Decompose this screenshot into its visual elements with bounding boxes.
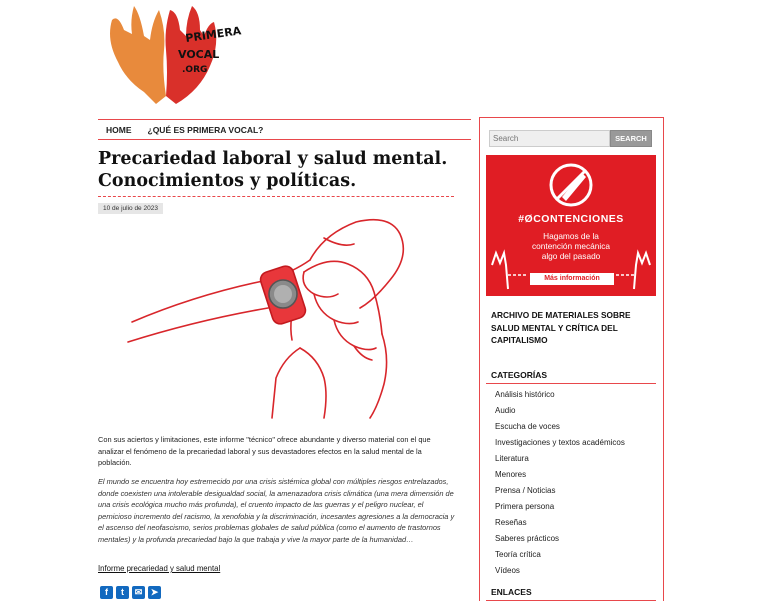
post-quote: El mundo se encuentra hoy estremecido por una crisis sistémica global con múltiples riesgos entrelazados, donde coexisten una intolerable desigualdad social, la amenazadora crisis climática (una mera dimensión de una crisis ecológica mucho más profunda), el cruento impacto de las guerras y el peligro nuclear, el pernicioso incremento del racismo, la xenofobia y la discriminación, incesantes agresiones a la democracia y el ascenso del neofascismo, serios problemas globales de salud pública (como el aumento de trastornos mentales) y la profunda precariedad bajo la que trabaja y vive la mayor parte de la humanidad… — [98, 477, 455, 544]
page-title[interactable]: Precariedad laboral y salud mental. Conocimientos y políticas. — [98, 148, 454, 197]
article — [98, 148, 471, 597]
hero-illustration — [128, 208, 416, 418]
sidebar — [479, 117, 664, 601]
category-item[interactable]: Saberes prácticos — [495, 534, 560, 543]
category-item[interactable]: Prensa / Noticias — [495, 486, 556, 495]
category-item[interactable]: Reseñas — [495, 518, 527, 527]
post-intro: Con sus aciertos y limitaciones, este informe "técnico" ofrece abundante y diverso material con el que analizar el fenómeno de la precariedad laboral y sus devastadores efectos en la salud mental de la población. — [98, 435, 431, 467]
share-bar — [100, 586, 161, 599]
banner-hashtag: #ØCONTENCIONES — [518, 213, 624, 225]
search-button[interactable]: SEARCH — [610, 130, 652, 147]
search-form — [489, 130, 652, 147]
banner-line-1: Hagamos de la — [543, 231, 599, 241]
nav-about[interactable]: ¿QUÉ ES PRIMERA VOCAL? — [147, 124, 264, 135]
svg-text:VOCAL: VOCAL — [178, 48, 220, 61]
facebook-icon[interactable]: f — [100, 586, 113, 599]
banner-line-2: contención mecánica — [532, 241, 610, 251]
main-nav — [98, 119, 471, 140]
categories-divider — [486, 383, 656, 384]
category-item[interactable]: Vídeos — [495, 566, 520, 575]
category-item[interactable]: Análisis histórico — [495, 390, 555, 399]
twitter-icon[interactable]: t — [116, 586, 129, 599]
category-item[interactable]: Teoría crítica — [495, 550, 541, 559]
site-logo[interactable] — [104, 0, 242, 110]
links-heading: ENLACES — [491, 587, 532, 597]
search-input[interactable] — [489, 130, 610, 147]
category-item[interactable]: Investigaciones y textos académicos — [495, 438, 625, 447]
report-link[interactable]: Informe precariedad y salud mental — [98, 564, 221, 573]
categories-list — [495, 387, 625, 579]
banner-button[interactable]: Más información — [530, 273, 614, 285]
category-item[interactable]: Literatura — [495, 454, 529, 463]
banner-line-3: algo del pasado — [541, 251, 601, 261]
logo-text: PRIMERA — [184, 24, 242, 45]
category-item[interactable]: Menores — [495, 470, 527, 479]
nav-home[interactable]: HOME — [106, 124, 132, 135]
category-item[interactable]: Primera persona — [495, 502, 555, 511]
archive-title: ARCHIVO DE MATERIALES SOBRE SALUD MENTAL Y CRÍTICA DEL CAPITALISMO — [491, 310, 631, 345]
categories-heading: CATEGORÍAS — [491, 370, 548, 380]
svg-text:.ORG: .ORG — [182, 65, 208, 75]
email-icon[interactable]: ✉ — [132, 586, 145, 599]
category-item[interactable]: Escucha de voces — [495, 422, 560, 431]
post-date: 10 de julio de 2023 — [98, 203, 163, 214]
category-item[interactable]: Audio — [495, 406, 516, 415]
contenciones-banner[interactable] — [486, 155, 656, 296]
telegram-icon[interactable]: ➤ — [148, 586, 161, 599]
